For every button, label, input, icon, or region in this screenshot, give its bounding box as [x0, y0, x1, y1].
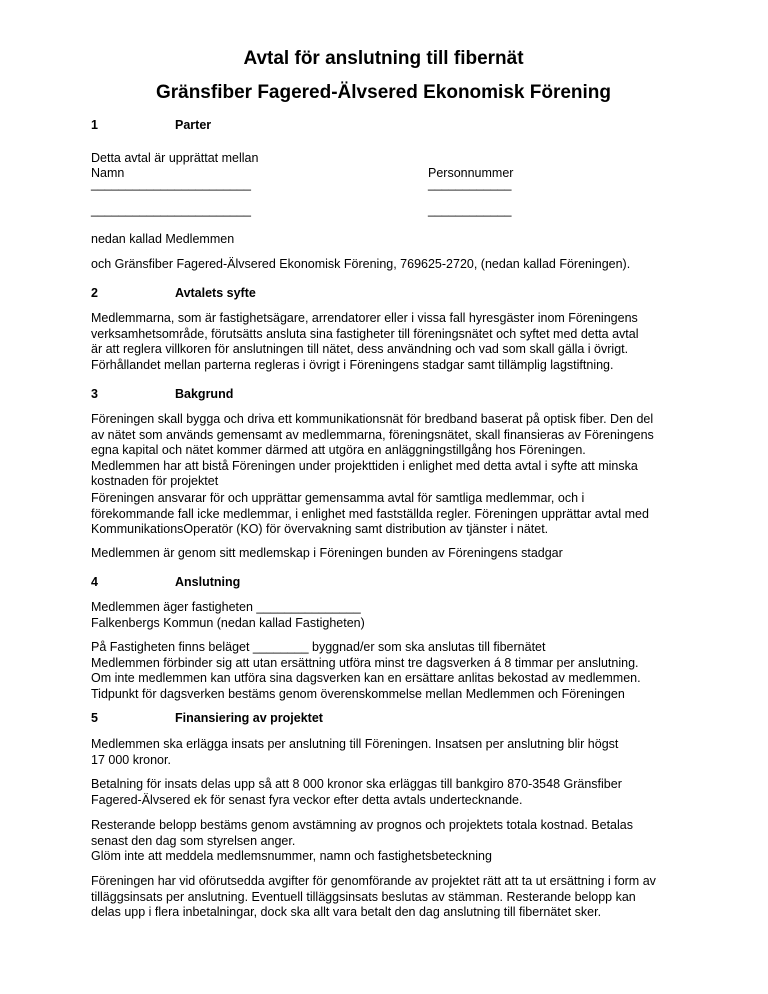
text-line: är att reglera villkoren för anslutningen till nätet, dess användning och vad som skall gälla i övrigt.: [91, 342, 629, 357]
document-subtitle: Gränsfiber Fagered-Älvsered Ekonomisk Förening: [155, 82, 612, 103]
text-line: verksamhetsområde, förutsätts ansluta sina fastigheter till föreningsnätet och syftet med detta avtal: [91, 326, 639, 341]
syfte-paragraph: [91, 311, 691, 373]
text-line: delas upp i flera inbetalningar, dock ska allt vara betalt den dag anslutning till fibernätet sker.: [91, 905, 602, 920]
name-blank-line: _______________________: [91, 177, 251, 191]
text-line: Medlemmen förbinder sig att utan ersättning utföra minst tre dagsverken á 8 timmar per anslutning.: [91, 655, 639, 670]
section-title: Bakgrund: [175, 387, 234, 401]
section-number: 3: [91, 387, 98, 401]
text-line: Föreningen skall bygga och driva ett kommunikationsnät för bredband baserat på optisk fiber. Den del: [91, 412, 654, 426]
name-label: Namn: [91, 166, 125, 180]
finansiering-paragraph-3: [91, 818, 691, 865]
text-line: KommunikationsOperatör (KO) för övervakning samt distribution av tjänster i nätet.: [91, 522, 549, 537]
text-line: Medlemmarna, som är fastighetsägare, arrendatorer eller i vissa fall hyresgäster inom Föreningens: [91, 311, 638, 325]
member-designation: nedan kallad Medlemmen: [91, 232, 235, 246]
section-title: Parter: [175, 118, 212, 132]
text-line: Glöm inte att meddela medlemsnummer, namn och fastighetsbeteckning: [91, 849, 492, 864]
text-line: Medlemmen äger fastigheten _______________: [91, 600, 361, 614]
text-line: Medlemmen ska erlägga insats per anslutning till Föreningen. Insatsen per anslutning blir högst: [91, 737, 619, 751]
text-line: Medlemmen är genom sitt medlemskap i Föreningen bunden av Föreningens stadgar: [91, 546, 563, 560]
section-title: Avtalets syfte: [175, 286, 256, 300]
bakgrund-paragraph-2: [91, 491, 691, 538]
text-line: egna kapital och nätet kommer därmed att utgöra en anläggningstillgång hos Föreningen.: [91, 443, 586, 458]
text-line: Medlemmen har att bistå Föreningen under projekttiden i enlighet med detta avtal i syfte att minska: [91, 458, 638, 473]
bakgrund-paragraph-3: [91, 546, 691, 562]
finansiering-paragraph-2: [91, 777, 691, 808]
association-designation: och Gränsfiber Fagered-Älvsered Ekonomisk Förening, 769625-2720, (nedan kallad Föreningen).: [91, 257, 631, 271]
text-line: Förhållandet mellan parterna regleras i övrigt i Föreningens stadgar samt tillämplig lagstiftning.: [91, 357, 614, 372]
section-number: 2: [91, 286, 98, 300]
text-line: Föreningen ansvarar för och upprättar gemensamma avtal för samtliga medlemmar, och i: [91, 491, 585, 505]
section-heading-syfte: [91, 286, 256, 301]
text-line: Resterande belopp bestäms genom avstämning av prognos och projektets totala kostnad. Betalas: [91, 818, 633, 832]
section-heading-parter: [91, 118, 211, 133]
personnummer-blank-line: ____________: [428, 203, 512, 217]
section-number: 5: [91, 711, 98, 725]
text-line: Betalning för insats delas upp så att 8 000 kronor ska erläggas till bankgiro 870-3548 Gränsfiber: [91, 777, 622, 791]
text-line: Fagered-Älvsered ek för senast fyra veckor efter detta avtals undertecknande.: [91, 792, 523, 807]
name-blank-line: _______________________: [91, 203, 251, 217]
finansiering-paragraph-1: [91, 737, 691, 768]
finansiering-paragraph-4: [91, 874, 691, 921]
text-line: av nätet som används gemensamt av medlemmarna, föreningsnätet, skall finansieras av Föreningens: [91, 427, 654, 442]
text-line: Föreningen har vid oförutsedda avgifter för genomförande av projektet rätt att ta ut ersättning i form av: [91, 874, 656, 888]
section-heading-finansiering: [91, 711, 323, 726]
text-line: Tidpunkt för dagsverken bestäms genom överenskommelse mellan Medlemmen och Föreningen: [91, 686, 625, 701]
section-number: 1: [91, 118, 98, 132]
text-line: Falkenbergs Kommun (nedan kallad Fastigheten): [91, 615, 365, 630]
anslutning-paragraph-2: [91, 640, 691, 702]
section-title: Anslutning: [175, 575, 241, 589]
bakgrund-paragraph-1: [91, 412, 691, 490]
text-line: förekommande fall icke medlemmar, i enlighet med fastställda regler. Föreningen upprättar avtal med: [91, 506, 649, 521]
parter-intro: Detta avtal är upprättat mellan: [91, 151, 259, 165]
personnummer-label: Personnummer: [428, 166, 514, 180]
text-line: kostnaden för projektet: [91, 474, 219, 489]
anslutning-paragraph-1: [91, 600, 691, 631]
text-line: På Fastigheten finns beläget ________ byggnad/er som ska anslutas till fibernätet: [91, 640, 546, 654]
personnummer-blank-line: ____________: [428, 177, 512, 191]
document-title: Avtal för anslutning till fibernät: [243, 48, 524, 69]
section-number: 4: [91, 575, 98, 589]
text-line: Om inte medlemmen kan utföra sina dagsverken kan en ersättare anlitas bekostad av medlemmen.: [91, 671, 641, 686]
text-line: senast den dag som styrelsen anger.: [91, 833, 296, 848]
section-heading-anslutning: [91, 575, 240, 590]
section-heading-bakgrund: [91, 387, 233, 402]
section-title: Finansiering av projektet: [175, 711, 323, 725]
text-line: 17 000 kronor.: [91, 752, 171, 767]
text-line: tilläggsinsats per anslutning. Eventuell tilläggsinsats beslutas av stämman. Resterande belopp kan: [91, 889, 636, 904]
